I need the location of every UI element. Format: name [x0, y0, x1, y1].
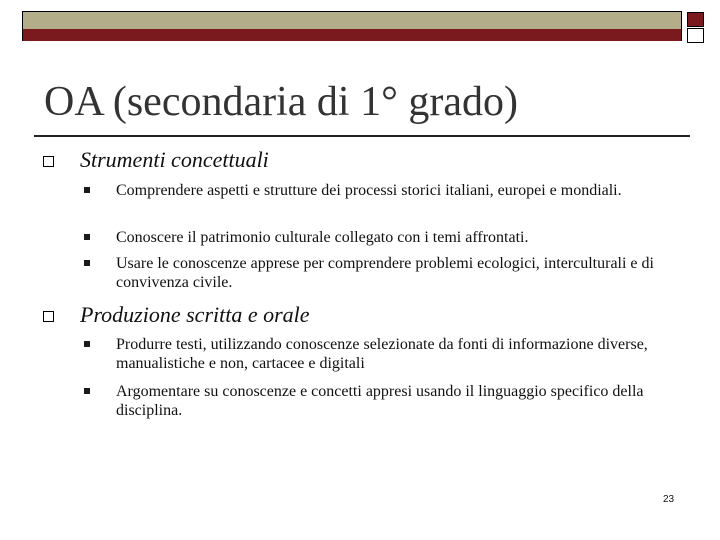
list-item: Conoscere il patrimonio culturale collegato con i temi affrontati. — [116, 229, 529, 246]
top-bar-olive-band — [23, 12, 681, 29]
section-heading: Strumenti concettuali — [80, 147, 269, 172]
page-number: 23 — [663, 494, 675, 505]
corner-square-empty — [687, 28, 704, 43]
list-item: Produrre testi, utilizzando conoscenze selezionate da fonti di informazione diverse, manualistiche e non, cartacee e digitali — [116, 336, 648, 372]
top-bar-maroon-band — [23, 29, 681, 41]
list-item: Argomentare su conoscenze e concetti appresi usando il linguaggio specifico della disciplina. — [116, 383, 644, 419]
hollow-square-bullet-icon — [43, 311, 54, 322]
filled-square-bullet-icon — [84, 388, 90, 394]
filled-square-bullet-icon — [84, 234, 90, 240]
corner-square-filled — [687, 12, 704, 27]
top-decorative-bar — [22, 11, 682, 41]
list-item: Usare le conoscenze apprese per comprendere problemi ecologici, interculturali e di convivenza civile. — [116, 255, 654, 291]
filled-square-bullet-icon — [84, 260, 90, 266]
title-divider — [34, 135, 690, 137]
hollow-square-bullet-icon — [43, 156, 54, 167]
slide-title: OA (secondaria di 1° grado) — [44, 79, 518, 125]
section-heading: Produzione scritta e orale — [80, 302, 310, 327]
filled-square-bullet-icon — [84, 341, 90, 347]
filled-square-bullet-icon — [84, 187, 90, 193]
list-item: Comprendere aspetti e strutture dei processi storici italiani, europei e mondiali. — [116, 182, 622, 199]
